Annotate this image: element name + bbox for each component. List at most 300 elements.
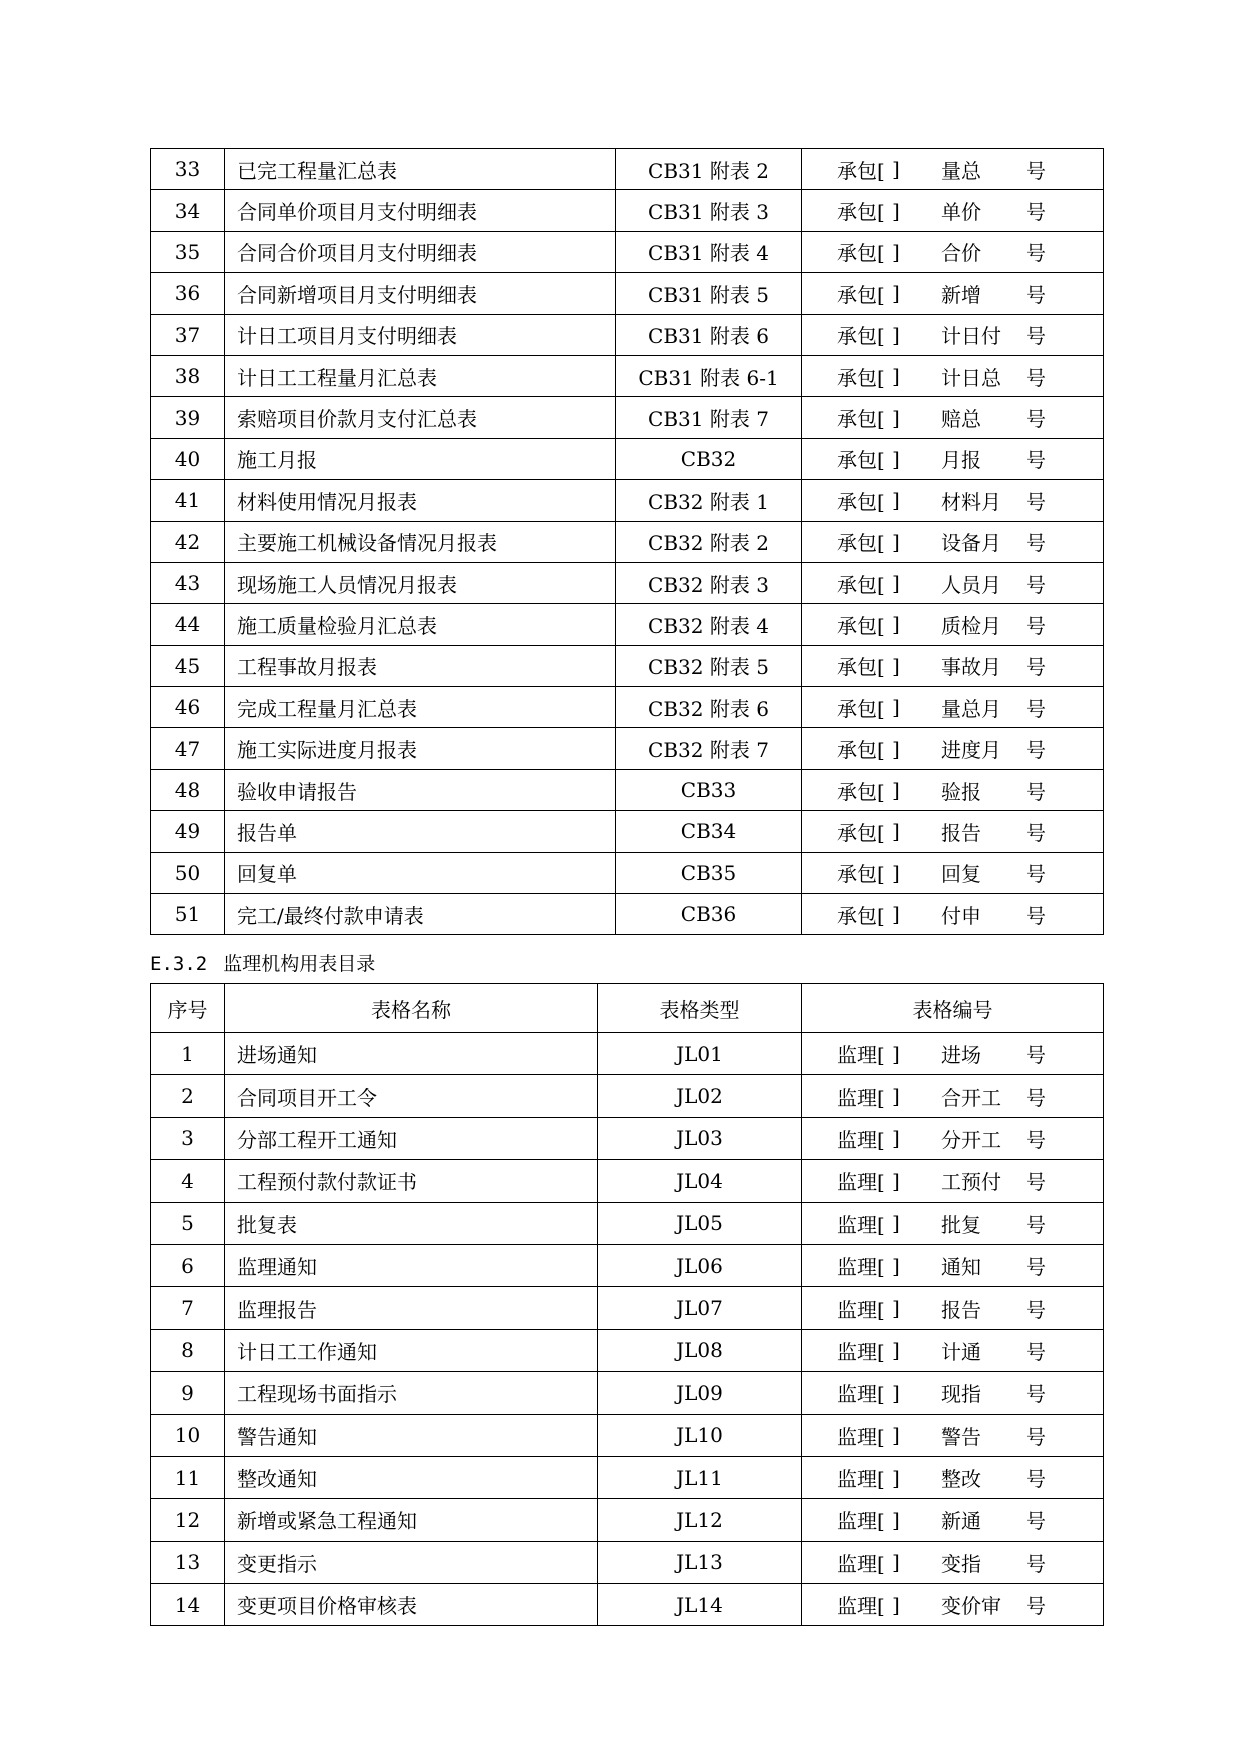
table-row [151,273,1104,314]
ref-suffix: 号 [1026,448,1046,473]
form-name: 完工/最终付款申请表 [225,894,616,935]
row-number: 41 [151,480,225,521]
form-name: 工程现场书面指示 [225,1372,598,1414]
form-number-cell [802,1541,1104,1583]
ref-suffix: 号 [1026,324,1046,349]
form-type-code: CB31 附表 7 [616,397,802,438]
ref-suffix: 号 [1026,572,1046,597]
ref-prefix: 承包[ [837,448,885,473]
form-name: 现场施工人员情况月报表 [225,562,616,603]
form-type-code: CB31 附表 4 [616,231,802,272]
form-number-cell [802,728,1104,769]
row-number: 40 [151,438,225,479]
ref-prefix: 监理[ [837,1085,885,1110]
form-name: 合同项目开工令 [225,1075,598,1117]
row-number: 35 [151,231,225,272]
row-number: 51 [151,894,225,935]
form-type-code: CB35 [616,852,802,893]
row-number: 48 [151,769,225,810]
ref-suffix: 号 [1026,365,1046,390]
ref-prefix: 监理[ [837,1043,885,1068]
table-row [151,852,1104,893]
ref-suffix: 号 [1026,407,1046,432]
ref-prefix: 监理[ [837,1467,885,1492]
form-type-code: CB31 附表 6 [616,314,802,355]
ref-suffix: 号 [1026,1085,1046,1110]
form-number-cell [802,1075,1104,1117]
form-type-code: CB31 附表 3 [616,190,802,231]
row-number: 13 [151,1541,225,1583]
ref-keyword: 变指 [941,1551,981,1576]
row-number: 39 [151,397,225,438]
table-row [151,1160,1104,1202]
row-number: 1 [151,1033,225,1075]
form-name: 监理通知 [225,1244,598,1286]
form-type-code: CB32 附表 4 [616,604,802,645]
ref-prefix: 承包[ [837,572,885,597]
ref-suffix: 号 [1026,1255,1046,1280]
form-type-code: JL08 [598,1329,802,1371]
ref-keyword: 事故月 [941,655,1001,680]
table-row [151,728,1104,769]
ref-prefix: 承包[ [837,241,885,266]
form-type-code: CB31 附表 2 [616,149,802,190]
form-number-cell [802,1372,1104,1414]
ref-prefix: 监理[ [837,1127,885,1152]
form-type-code: CB32 附表 6 [616,687,802,728]
ref-bracket: ] [892,446,900,471]
ref-bracket: ] [892,281,900,306]
ref-suffix: 号 [1026,158,1046,183]
ref-prefix: 监理[ [837,1212,885,1237]
form-type-code: JL11 [598,1456,802,1498]
form-name: 变更项目价格审核表 [225,1584,598,1626]
table-row [151,231,1104,272]
ref-prefix: 监理[ [837,1594,885,1619]
form-name: 分部工程开工通知 [225,1117,598,1159]
form-number-cell [802,687,1104,728]
form-name: 批复表 [225,1202,598,1244]
ref-bracket: ] [892,157,900,182]
ref-bracket: ] [892,736,900,761]
form-type-code: CB34 [616,811,802,852]
row-number: 10 [151,1414,225,1456]
ref-bracket: ] [892,239,900,264]
ref-bracket: ] [892,1296,900,1321]
row-number: 44 [151,604,225,645]
ref-prefix: 监理[ [837,1551,885,1576]
ref-prefix: 监理[ [837,1297,885,1322]
ref-bracket: ] [892,1507,900,1532]
table-row [151,769,1104,810]
ref-keyword: 质检月 [941,613,1001,638]
ref-prefix: 承包[ [837,531,885,556]
table-row [151,438,1104,479]
ref-bracket: ] [892,860,900,885]
ref-bracket: ] [892,612,900,637]
ref-prefix: 承包[ [837,862,885,887]
row-number: 50 [151,852,225,893]
form-type-code: CB31 附表 5 [616,273,802,314]
header-code: 表格编号 [802,984,1104,1033]
ref-prefix: 监理[ [837,1255,885,1280]
form-name: 施工质量检验月汇总表 [225,604,616,645]
row-number: 33 [151,149,225,190]
section-number: E.3.2 [150,953,208,975]
form-name: 报告单 [225,811,616,852]
ref-bracket: ] [892,198,900,223]
form-name: 警告通知 [225,1414,598,1456]
ref-keyword: 计日付 [941,324,1001,349]
row-number: 43 [151,562,225,603]
row-number: 14 [151,1584,225,1626]
ref-bracket: ] [892,1423,900,1448]
form-type-code: JL13 [598,1541,802,1583]
form-number-cell [802,397,1104,438]
row-number: 6 [151,1244,225,1286]
form-type-code: CB32 附表 5 [616,645,802,686]
form-number-cell [802,645,1104,686]
table-row [151,1499,1104,1541]
ref-keyword: 警告 [941,1424,981,1449]
form-number-cell [802,769,1104,810]
row-number: 12 [151,1499,225,1541]
ref-prefix: 承包[ [837,820,885,845]
section-heading [150,949,375,979]
ref-prefix: 监理[ [837,1170,885,1195]
form-name: 工程预付款付款证书 [225,1160,598,1202]
ref-bracket: ] [892,364,900,389]
ref-keyword: 进度月 [941,738,1001,763]
ref-keyword: 报告 [941,1297,981,1322]
ref-suffix: 号 [1026,1424,1046,1449]
form-name: 监理报告 [225,1287,598,1329]
form-number-cell [802,1287,1104,1329]
ref-keyword: 赔总 [941,407,981,432]
row-number: 46 [151,687,225,728]
form-number-cell [802,314,1104,355]
form-type-code: CB32 附表 7 [616,728,802,769]
ref-suffix: 号 [1026,1551,1046,1576]
ref-keyword: 进场 [941,1043,981,1068]
ref-keyword: 新增 [941,282,981,307]
form-type-code: JL07 [598,1287,802,1329]
ref-prefix: 承包[ [837,655,885,680]
table-header-row [151,984,1104,1033]
ref-prefix: 监理[ [837,1339,885,1364]
ref-suffix: 号 [1026,1382,1046,1407]
ref-suffix: 号 [1026,1170,1046,1195]
row-number: 8 [151,1329,225,1371]
table-row [151,811,1104,852]
ref-bracket: ] [892,1550,900,1575]
row-number: 11 [151,1456,225,1498]
form-name: 材料使用情况月报表 [225,480,616,521]
table-row [151,1329,1104,1371]
form-number-cell [802,1414,1104,1456]
ref-keyword: 量总 [941,158,981,183]
form-type-code: JL03 [598,1117,802,1159]
ref-keyword: 工预付 [941,1170,1001,1195]
ref-prefix: 承包[ [837,696,885,721]
ref-bracket: ] [892,488,900,513]
ref-suffix: 号 [1026,1297,1046,1322]
row-number: 2 [151,1075,225,1117]
form-number-cell [802,852,1104,893]
supervision-forms-table [150,983,1104,1626]
form-type-code: JL05 [598,1202,802,1244]
form-type-code: JL14 [598,1584,802,1626]
form-number-cell [802,811,1104,852]
ref-bracket: ] [892,1338,900,1363]
contractor-forms-table [150,148,1104,935]
section-title: 监理机构用表目录 [223,953,376,975]
form-type-code: JL02 [598,1075,802,1117]
form-type-code: CB33 [616,769,802,810]
ref-keyword: 通知 [941,1255,981,1280]
ref-suffix: 号 [1026,1594,1046,1619]
ref-keyword: 量总月 [941,696,1001,721]
form-name: 合同合价项目月支付明细表 [225,231,616,272]
form-type-code: CB32 附表 2 [616,521,802,562]
ref-suffix: 号 [1026,1509,1046,1534]
form-number-cell [802,1202,1104,1244]
ref-prefix: 承包[ [837,489,885,514]
table-row [151,1414,1104,1456]
row-number: 38 [151,355,225,396]
table-row [151,149,1104,190]
table-row [151,1202,1104,1244]
ref-suffix: 号 [1026,738,1046,763]
ref-suffix: 号 [1026,1339,1046,1364]
table-row [151,1117,1104,1159]
ref-bracket: ] [892,902,900,927]
ref-bracket: ] [892,653,900,678]
ref-suffix: 号 [1026,241,1046,266]
form-number-cell [802,1584,1104,1626]
form-type-code: CB32 附表 1 [616,480,802,521]
table-row [151,604,1104,645]
ref-suffix: 号 [1026,489,1046,514]
table-row [151,355,1104,396]
form-name: 计日工工作通知 [225,1329,598,1371]
form-number-cell [802,149,1104,190]
table-row [151,687,1104,728]
row-number: 9 [151,1372,225,1414]
ref-suffix: 号 [1026,1212,1046,1237]
row-number: 34 [151,190,225,231]
form-number-cell [802,562,1104,603]
ref-bracket: ] [892,322,900,347]
ref-prefix: 监理[ [837,1509,885,1534]
form-type-code: CB36 [616,894,802,935]
form-number-cell [802,231,1104,272]
ref-bracket: ] [892,695,900,720]
ref-prefix: 承包[ [837,365,885,390]
ref-prefix: 监理[ [837,1382,885,1407]
row-number: 47 [151,728,225,769]
table-row [151,1541,1104,1583]
ref-prefix: 承包[ [837,779,885,804]
table-row [151,645,1104,686]
ref-bracket: ] [892,571,900,596]
ref-keyword: 单价 [941,200,981,225]
ref-prefix: 承包[ [837,903,885,928]
ref-keyword: 现指 [941,1382,981,1407]
ref-bracket: ] [892,529,900,554]
ref-bracket: ] [892,1211,900,1236]
ref-suffix: 号 [1026,655,1046,680]
row-number: 3 [151,1117,225,1159]
ref-prefix: 承包[ [837,324,885,349]
ref-prefix: 承包[ [837,200,885,225]
ref-keyword: 报告 [941,820,981,845]
ref-prefix: 承包[ [837,407,885,432]
ref-prefix: 监理[ [837,1424,885,1449]
form-name: 施工月报 [225,438,616,479]
form-number-cell [802,1244,1104,1286]
ref-suffix: 号 [1026,820,1046,845]
ref-keyword: 批复 [941,1212,981,1237]
form-number-cell [802,1329,1104,1371]
form-number-cell [802,1160,1104,1202]
row-number: 36 [151,273,225,314]
ref-keyword: 计通 [941,1339,981,1364]
form-type-code: JL06 [598,1244,802,1286]
ref-keyword: 材料月 [941,489,1001,514]
ref-suffix: 号 [1026,200,1046,225]
row-number: 4 [151,1160,225,1202]
ref-suffix: 号 [1026,1127,1046,1152]
form-number-cell [802,355,1104,396]
ref-suffix: 号 [1026,1467,1046,1492]
ref-suffix: 号 [1026,779,1046,804]
row-number: 37 [151,314,225,355]
ref-keyword: 分开工 [941,1127,1001,1152]
ref-bracket: ] [892,1253,900,1278]
form-type-code: JL01 [598,1033,802,1075]
ref-bracket: ] [892,1126,900,1151]
ref-prefix: 承包[ [837,613,885,638]
ref-keyword: 验报 [941,779,981,804]
form-name: 验收申请报告 [225,769,616,810]
form-name: 计日工工程量月汇总表 [225,355,616,396]
form-name: 整改通知 [225,1456,598,1498]
table-row [151,1584,1104,1626]
form-name: 索赔项目价款月支付汇总表 [225,397,616,438]
ref-keyword: 计日总 [941,365,1001,390]
form-name: 变更指示 [225,1541,598,1583]
form-number-cell [802,521,1104,562]
ref-suffix: 号 [1026,696,1046,721]
ref-keyword: 月报 [941,448,981,473]
header-type: 表格类型 [598,984,802,1033]
ref-bracket: ] [892,1168,900,1193]
header-name: 表格名称 [225,984,598,1033]
form-number-cell [802,1117,1104,1159]
form-number-cell [802,604,1104,645]
form-type-code: JL04 [598,1160,802,1202]
row-number: 42 [151,521,225,562]
table-row [151,1075,1104,1117]
ref-keyword: 付申 [941,903,981,928]
ref-suffix: 号 [1026,282,1046,307]
table-row [151,190,1104,231]
form-type-code: CB31 附表 6-1 [616,355,802,396]
row-number: 5 [151,1202,225,1244]
ref-keyword: 变价审 [941,1594,1001,1619]
ref-bracket: ] [892,1380,900,1405]
ref-suffix: 号 [1026,531,1046,556]
form-name: 已完工程量汇总表 [225,149,616,190]
ref-suffix: 号 [1026,613,1046,638]
ref-keyword: 设备月 [941,531,1001,556]
ref-prefix: 承包[ [837,158,885,183]
ref-prefix: 承包[ [837,738,885,763]
form-number-cell [802,1033,1104,1075]
row-number: 45 [151,645,225,686]
form-name: 工程事故月报表 [225,645,616,686]
table-row [151,1456,1104,1498]
form-number-cell [802,480,1104,521]
form-type-code: CB32 附表 3 [616,562,802,603]
form-number-cell [802,190,1104,231]
form-number-cell [802,1456,1104,1498]
form-name: 合同新增项目月支付明细表 [225,273,616,314]
table-row [151,521,1104,562]
table-row [151,314,1104,355]
ref-keyword: 合价 [941,241,981,266]
form-name: 主要施工机械设备情况月报表 [225,521,616,562]
ref-keyword: 回复 [941,862,981,887]
table-row [151,1244,1104,1286]
table-row [151,562,1104,603]
ref-prefix: 承包[ [837,282,885,307]
form-name: 合同单价项目月支付明细表 [225,190,616,231]
ref-suffix: 号 [1026,1043,1046,1068]
form-number-cell [802,894,1104,935]
form-name: 计日工项目月支付明细表 [225,314,616,355]
ref-keyword: 人员月 [941,572,1001,597]
table-row [151,480,1104,521]
form-name: 回复单 [225,852,616,893]
form-name: 新增或紧急工程通知 [225,1499,598,1541]
ref-bracket: ] [892,819,900,844]
row-number: 7 [151,1287,225,1329]
ref-bracket: ] [892,1084,900,1109]
ref-bracket: ] [892,405,900,430]
form-number-cell [802,273,1104,314]
ref-suffix: 号 [1026,862,1046,887]
form-name: 进场通知 [225,1033,598,1075]
ref-keyword: 新通 [941,1509,981,1534]
form-type-code: JL10 [598,1414,802,1456]
table-row [151,1287,1104,1329]
form-name: 完成工程量月汇总表 [225,687,616,728]
ref-keyword: 整改 [941,1467,981,1492]
form-type-code: JL09 [598,1372,802,1414]
table-row [151,1372,1104,1414]
table-row [151,397,1104,438]
ref-bracket: ] [892,1041,900,1066]
table-row [151,1033,1104,1075]
ref-bracket: ] [892,1465,900,1490]
form-name: 施工实际进度月报表 [225,728,616,769]
header-no: 序号 [151,984,225,1033]
table-row [151,894,1104,935]
ref-bracket: ] [892,778,900,803]
form-number-cell [802,1499,1104,1541]
